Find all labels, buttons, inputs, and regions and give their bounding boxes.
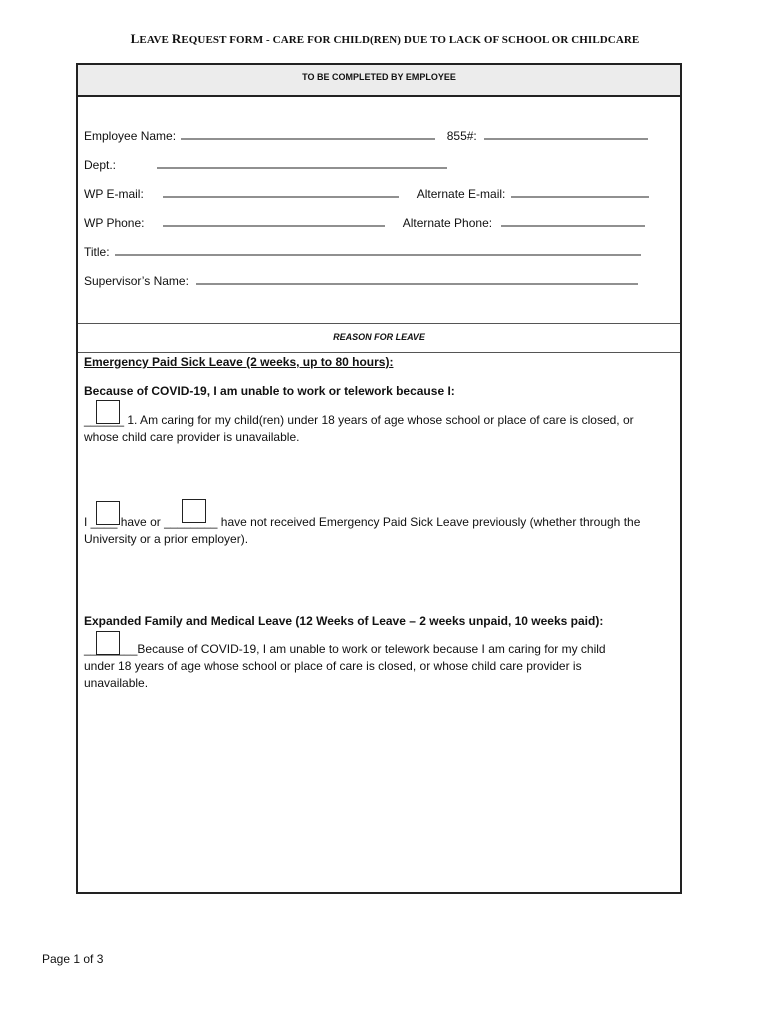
document-title: LEAVE REQUEST FORM - CARE FOR CHILD(REN) DUE TO LACK OF SCHOOL OR CHILDCARE xyxy=(130,31,640,46)
title-row xyxy=(84,245,643,259)
alt-email-field[interactable] xyxy=(509,194,651,198)
title-field[interactable] xyxy=(113,252,643,256)
wp-phone-row xyxy=(84,216,647,230)
wp-email-row xyxy=(84,187,651,201)
wp-phone-field[interactable] xyxy=(163,223,395,227)
epsl-item1-continuation: whose child care provider is unavailable. xyxy=(84,430,300,444)
dept-label: Dept.: xyxy=(84,158,117,172)
efml-text-line2: under 18 years of age whose school or place of care is closed, or whose child care provider is xyxy=(84,659,582,673)
title-label: Title: xyxy=(84,245,110,259)
dept-field[interactable] xyxy=(157,165,449,169)
wp-email-label: WP E-mail: xyxy=(84,187,144,201)
epsl-item1-text: 1. Am caring for my child(ren) under 18 years of age whose school or place of care is closed, or xyxy=(124,413,634,427)
alt-phone-field[interactable] xyxy=(495,223,647,227)
employee-name-label: Employee Name: xyxy=(84,129,177,143)
dept-row xyxy=(84,158,449,172)
efml-heading: Expanded Family and Medical Leave (12 Weeks of Leave – 2 weeks unpaid, 10 weeks paid): xyxy=(84,614,604,628)
employee-name-field[interactable] xyxy=(179,136,437,140)
prior-have-text: have or xyxy=(117,515,165,529)
efml-blank: ________ xyxy=(84,642,138,656)
prior-continuation: University or a prior employer). xyxy=(84,532,249,546)
epsl-item1 xyxy=(84,412,634,446)
epsl-item1-blank: ______ xyxy=(84,413,125,427)
epsl-prior-leave xyxy=(84,514,640,548)
efml-text-line1: Because of COVID-19, I am unable to work or telework because I am caring for my child xyxy=(137,642,606,656)
supervisor-row xyxy=(84,274,640,288)
alt-email-label: Alternate E-mail: xyxy=(416,187,506,201)
prior-i-text: I xyxy=(84,515,91,529)
supervisor-field[interactable] xyxy=(192,281,640,285)
employee-section-header: TO BE COMPLETED BY EMPLOYEE xyxy=(78,65,680,97)
id-number-field[interactable] xyxy=(480,136,652,140)
leave-request-form xyxy=(76,63,682,894)
prior-blank-2: ________ xyxy=(164,515,218,529)
epsl-heading: Emergency Paid Sick Leave (2 weeks, up to 80 hours): xyxy=(84,355,394,369)
employee-name-row xyxy=(84,129,652,143)
efml-text xyxy=(84,641,644,692)
page-number: Page 1 of 3 xyxy=(42,952,104,966)
supervisor-label: Supervisor’s Name: xyxy=(84,274,189,288)
alt-phone-label: Alternate Phone: xyxy=(402,216,493,230)
id-number-label: 855#: xyxy=(446,129,477,143)
efml-text-line3: unavailable. xyxy=(84,676,149,690)
wp-email-field[interactable] xyxy=(163,194,409,198)
prior-blank-1: ____ xyxy=(90,515,118,529)
prior-have-not-text: have not received Emergency Paid Sick Leave previously (whether through the xyxy=(217,515,641,529)
wp-phone-label: WP Phone: xyxy=(84,216,145,230)
epsl-because-text: Because of COVID-19, I am unable to work or telework because I: xyxy=(84,384,455,398)
reason-section-header: REASON FOR LEAVE xyxy=(78,323,680,353)
